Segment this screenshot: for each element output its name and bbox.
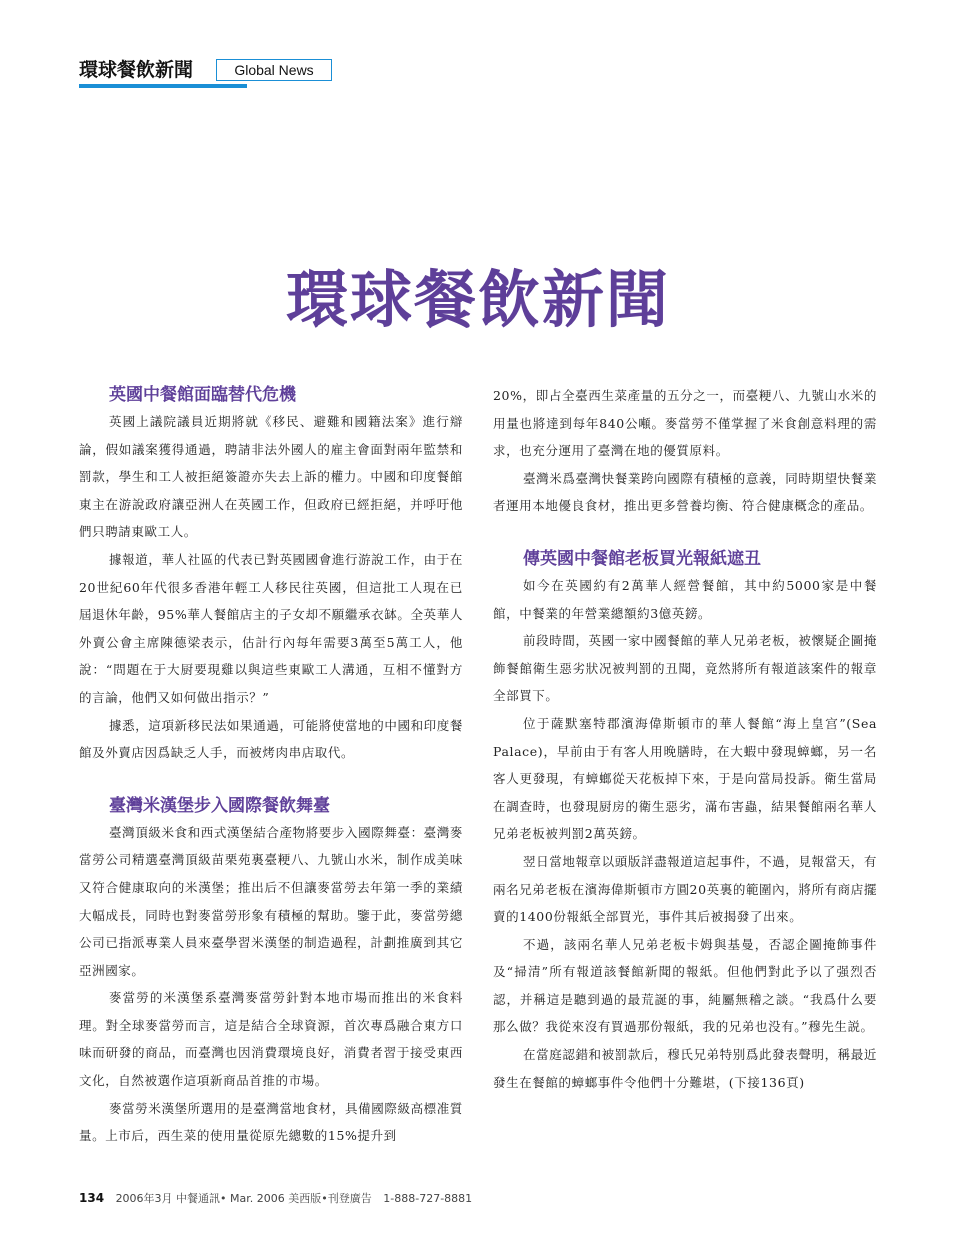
article-paragraph: 臺灣米爲臺灣快餐業跨向國際有積極的意義，同時期望快餐業者運用本地優良食材，推出更多營養均衡、符合健康概念的產品。 xyxy=(493,470,877,514)
running-header xyxy=(79,58,339,90)
page-footer xyxy=(79,1189,779,1207)
section-name: 環球餐飲新聞 xyxy=(79,59,194,81)
article-paragraph: 據報道，華人社區的代表已對英國國會進行游說工作，由于在20世紀60年代很多香港年輕工人移民往英國，但這批工人現在已屆退休年齡，95%華人餐館店主的子女却不願繼承衣缽。全英華人外賣公會主席陳德梁表示，估計行內每年需要3萬至5萬工人，他說：“問題在于大厨要現雞以與這些東歐工人溝通，互相不懂對方的言論，他們又如何做出指示？” xyxy=(79,551,463,705)
ad-phone: 1-888-727-8881 xyxy=(383,1192,473,1205)
right-column xyxy=(493,382,877,1096)
left-column xyxy=(79,382,463,1150)
article-paragraph: 不過，該兩名華人兄弟老板卡姆與基曼，否認企圖掩飾事件及“掃清”所有報道該餐館新聞的報紙。但他們對此予以了强烈否認，并稱這是聽到過的最荒誕的事，純屬無稽之談。“我爲什么要那么做？我從來沒有買過那份報紙，我的兄弟也没有。”穆先生説。 xyxy=(493,936,877,1035)
article-paragraph: 位于薩默塞特郡濱海偉斯頓市的華人餐館“海上皇宫”(Sea Palace)，早前由于有客人用晚膳時，在大蝦中發現蟑螂，另一名客人更發現，有蟑螂從天花板掉下來，于是向當局投訴。衛生當局在調查時，也發現厨房的衛生惡劣，滿布害蟲，結果餐館兩名華人兄弟老板被判罰2萬英鎊。 xyxy=(493,715,877,842)
article-paragraph: 在當庭認錯和被罰款后，穆氏兄弟特别爲此發表聲明，稱最近發生在餐館的蟑螂事件令他們十分難堪，(下接136頁) xyxy=(493,1047,877,1090)
article-paragraph: 臺灣頂級米食和西式漢堡結合產物將要步入國際舞臺：臺灣麥當勞公司精選臺灣頂級苗栗苑裏臺粳八、九號山水米，制作成美味又符合健康取向的米漢堡；推出后不但讓麥當勞去年第一季的業績大幅成長，同時也對麥當勞形象有積極的幫助。鑒于此，麥當勞總公司已指派專業人員來臺學習米漢堡的制造過程，計劃推廣到其它亞洲國家。 xyxy=(79,824,463,978)
article-paragraph: 據悉，這項新移民法如果通過，可能將使當地的中國和印度餐館及外賣店因爲缺乏人手，而被烤肉串店取代。 xyxy=(79,717,463,761)
page-title: 環球餐飲新聞 xyxy=(285,262,670,336)
header-underline xyxy=(79,84,247,88)
article-title: 臺灣米漢堡步入國際餐飲舞臺 xyxy=(109,795,330,816)
article-title: 英國中餐館面臨替代危機 xyxy=(109,385,296,405)
article-paragraph: 英國上議院議員近期將就《移民、避難和國籍法案》進行辯論，假如議案獲得通過，聘請非法外國人的雇主會面對兩年監禁和罰款，學生和工人被拒絕簽證亦失去上訴的權力。中國和印度餐館東主在游說政府讓亞洲人在英國工作，但政府已經拒絕，并呼吁他們只聘請東歐工人。 xyxy=(79,414,463,540)
issue-info: 2006年3月 中餐通訊• Mar. 2006 美西版•刊登廣告 xyxy=(115,1192,372,1205)
article-paragraph: 前段時間，英國一家中國餐館的華人兄弟老板，被懷疑企圖掩飾餐館衛生惡劣狀况被判罰的丑聞，竟然將所有報道該案件的報章全部買下。 xyxy=(493,633,877,704)
article-paragraph: 麥當勞的米漢堡系臺灣麥當勞針對本地市場而推出的米食料理。對全球麥當勞而言，這是結合全球資源，首次專爲融合東方口味而研發的商品，而臺灣也因消費環境良好，消費者習于接受東西文化，自然被選作這項新商品首推的市場。 xyxy=(79,990,463,1089)
article-paragraph: 翌日當地報章以頭版詳盡報道這起事件，不過，見報當天，有兩名兄弟老板在濱海偉斯頓市方圓20英裏的範圍內，將所有商店擺賣的1400份報紙全部買光，事件其后被揭發了出來。 xyxy=(493,853,877,925)
article-paragraph: 如今在英國約有2萬華人經營餐館，其中約5000家是中餐館，中餐業的年營業總額約3億英鎊。 xyxy=(493,577,877,621)
article-paragraph: 麥當勞米漢堡所選用的是臺灣當地食材，具備國際級高標准質量。上市后，西生菜的使用量從原先總數的15%提升到 xyxy=(79,1100,463,1144)
article-title: 傳英國中餐館老板買光報紙遮丑 xyxy=(523,548,761,569)
page-number: 134 xyxy=(79,1191,105,1205)
section-tag: Global News xyxy=(216,59,332,81)
article-paragraph-continued: 20%，即占全臺西生菜產量的五分之一，而臺粳八、九號山水米的用量也將達到每年840公噸。麥當勞不僅掌握了米食創意料理的需求，也充分運用了臺灣在地的優質原料。 xyxy=(493,388,877,459)
